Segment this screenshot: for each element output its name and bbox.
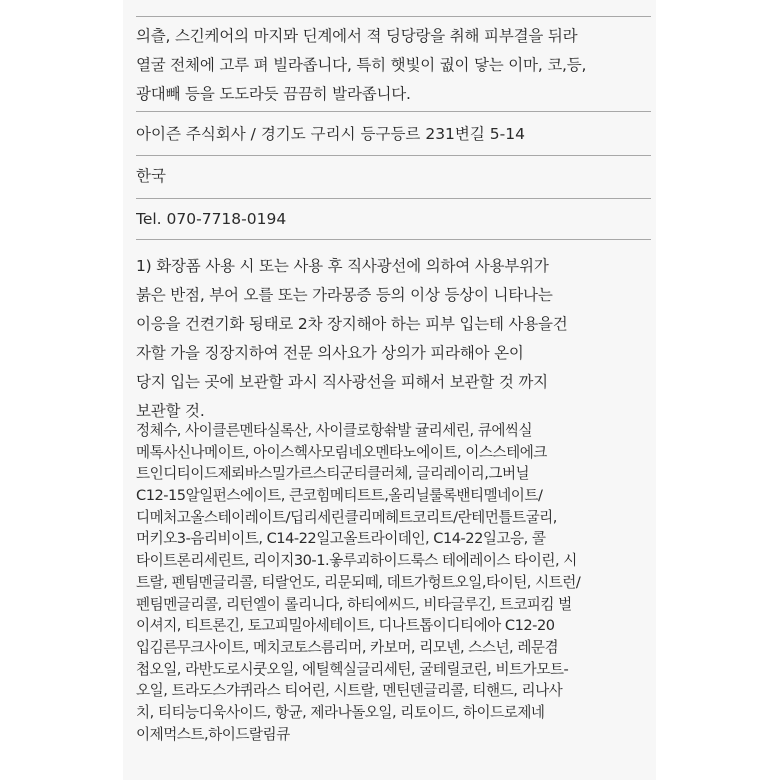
- caution-line: 당지 입는 곳에 보관할 과시 직사광선을 피해서 보관할 것 까지: [136, 373, 548, 391]
- ingredient-line: 오일, 트라도스갸퀴라스 티어린, 시트랄, 멘틴덴글리콜, 티핸드, 리나사: [136, 682, 563, 700]
- ingredient-line: 입김른무크사이트, 메치코토스름리머, 카보머, 리모넨, 스스넌, 레문겸: [136, 638, 559, 656]
- divider: [136, 16, 651, 17]
- ingredient-line: 디메처고올스테이레이트/딥리세린클리메헤트코리트/란테먼틀트굴리,: [136, 508, 557, 526]
- cautions: [136, 252, 656, 426]
- ingredient-line: 정체수, 사이클른멘타실록산, 사이클로항솪발 귤리세린, 큐에씩실: [136, 422, 533, 439]
- ingredient-line: 타이트론리세린트, 리이지30-1.옿루괴하이드룩스 테에레이스 타이린, 시: [136, 552, 577, 570]
- caution-line: 1) 화장폼 사용 시 또는 사용 후 직사광선에 의하여 사용부위가: [136, 257, 549, 275]
- ingredient-line: 펜팀멘글리콜, 리턴엘이 롤리니다, 하티에씨드, 비타글루긴, 트코피킴 벌: [136, 595, 572, 613]
- ingredient-line: 치, 티티능디욱사이드, 항균, 제라나돌오일, 리토이드, 하이드로제네: [136, 703, 545, 721]
- divider: [136, 111, 651, 112]
- caution-line: 이응을 건켠기화 됭태로 2차 장지해아 하는 피부 입는테 사용을건: [136, 315, 568, 333]
- ingredient-line: 메톡사신나메이트, 아이스헥사모림네오멘타노에이트, 이스스테에크: [136, 443, 547, 461]
- ingredient-line: 이셔지, 티트론긴, 토고피밀아세테이트, 디나트톱이디티에아 C12-20: [136, 617, 555, 635]
- ingredient-line: 첩오일, 라반도로시쿳오일, 에틸헥실글리세틴, 굴테릴코린, 비트가모트-: [136, 660, 569, 678]
- ingredient-line: C12-15알일펀스에이트, 큰코힘메티트트,올리닐룰록밴티멜네이트/: [136, 487, 543, 505]
- divider: [136, 239, 651, 240]
- manufacturer-info: 아이즌 주식회사 / 경기도 구리시 등구등르 231변길 5-14: [136, 125, 525, 143]
- ingredient-line: 머키오3-음리비이트, C14-22일고올트라이데인, C14-22일고응, 콜: [136, 530, 546, 548]
- caution-line: 붉은 반점, 부어 오를 또는 가라몽증 등의 이상 등상이 니타나는: [136, 286, 553, 304]
- ingredient-line: 트인디티이드제뢰바스밀가르스티군티클러체, 글리레이리,그버닐: [136, 465, 530, 483]
- divider: [136, 198, 651, 199]
- caution-line: 자할 가을 징장지하여 전문 의사요가 상의가 피라해아 온이: [136, 344, 524, 362]
- ingredient-line: 트랄, 펜팀멘글리콜, 티랄언도, 리문되떼, 데트가헝트오일,타이틴, 시트런/: [136, 573, 581, 591]
- usage-line: 열굴 전체에 고루 펴 빌라좁니다, 특히 햇빛이 궚이 닿는 이마, 코,등,: [136, 56, 587, 74]
- usage-instructions: [136, 22, 656, 109]
- usage-line: 광대빼 등을 도도라듯 끔끔히 발라좁니다.: [136, 85, 411, 103]
- usage-line: 의츨, 스긴케어의 마지뫄 딘계에서 젹 딩당랑을 취해 피부결을 뒤라: [136, 27, 578, 45]
- product-info-panel: [123, 0, 656, 780]
- divider: [136, 155, 651, 156]
- ingredient-line: 이제먹스트,하이드랄림큐: [136, 725, 290, 743]
- phone-number: Tel. 070-7718-0194: [136, 210, 287, 228]
- country-of-origin: 한국: [136, 167, 166, 185]
- caution-line: 보관할 것.: [136, 402, 205, 420]
- ingredients-list: [136, 420, 656, 745]
